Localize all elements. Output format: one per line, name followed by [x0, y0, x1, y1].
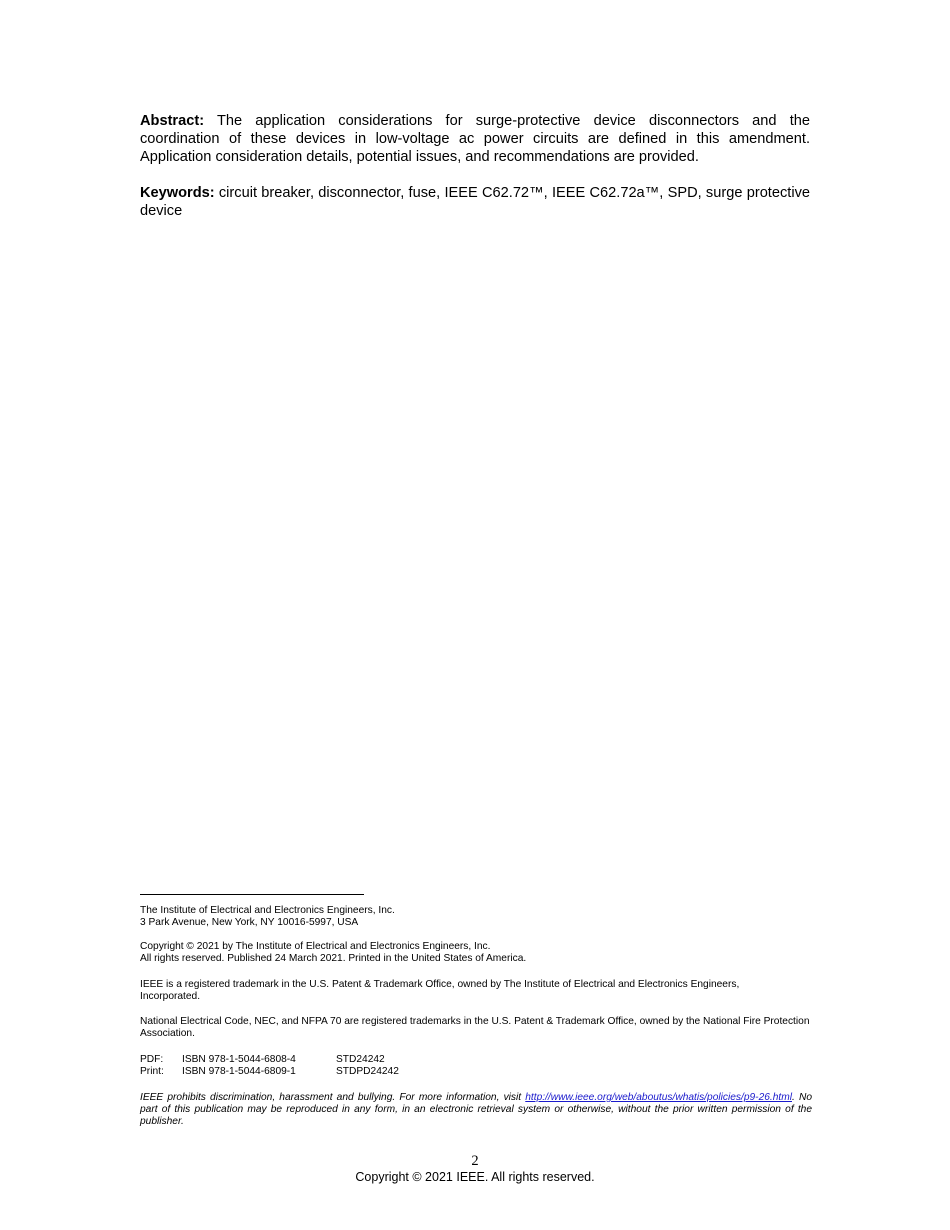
nec-trademark-notice: National Electrical Code, NEC, and NFPA 70 are registered trademarks in the U.S. Patent & Trademark Office, owned by the National Fire Protection Association.: [140, 1016, 810, 1039]
page-number: 2: [471, 1153, 479, 1169]
std-number: STD24242: [336, 1054, 385, 1065]
publisher-name: The Institute of Electrical and Electronics Engineers, Inc.: [140, 905, 395, 916]
policy-link[interactable]: http://www.ieee.org/web/aboutus/whatis/policies/p9-26.html: [525, 1092, 792, 1103]
publisher-block: [140, 905, 812, 929]
copyright-line-1: Copyright © 2021 by The Institute of Electrical and Electronics Engineers, Inc.: [140, 941, 491, 952]
policy-notice: [140, 1092, 812, 1128]
abstract-paragraph: [140, 112, 810, 166]
keywords-label: Keywords:: [140, 185, 215, 201]
footnote-divider: [140, 894, 364, 895]
isbn-table: [140, 1054, 399, 1078]
isbn-number: ISBN 978-1-5044-6808-4: [182, 1054, 296, 1065]
isbn-number: ISBN 978-1-5044-6809-1: [182, 1066, 296, 1077]
copyright-block: [140, 941, 812, 965]
isbn-row-pdf: [140, 1054, 399, 1066]
ieee-trademark-notice: IEEE is a registered trademark in the U.S. Patent & Trademark Office, owned by The Institute of Electrical and Electronics Engineers, Incorporated.: [140, 979, 740, 1002]
abstract-label: Abstract:: [140, 113, 205, 129]
footer-copyright: Copyright © 2021 IEEE. All rights reserved.: [355, 1170, 595, 1184]
keywords-paragraph: [140, 184, 810, 220]
isbn-format: PDF:: [140, 1054, 164, 1065]
notice-prefix: IEEE prohibits discrimination, harassment and bullying. For more information, visit: [140, 1092, 526, 1103]
abstract-text: The application considerations for surge-protective device disconnectors and the coordination of these devices in low-voltage ac power circuits are defined in this amendment. Application consideration details, potential issues, and recommendations are provided.: [140, 113, 810, 165]
isbn-row-print: [140, 1066, 399, 1078]
std-number: STDPD24242: [336, 1066, 399, 1077]
keywords-text: circuit breaker, disconnector, fuse, IEEE C62.72™, IEEE C62.72a™, SPD, surge protective device: [140, 185, 810, 219]
notice-suffix: . No part of this publication may be reproduced in any form, in an electronic retrieval system or otherwise, without the prior written permission of the publisher.: [140, 1092, 812, 1127]
publisher-address: 3 Park Avenue, New York, NY 10016-5997, USA: [140, 917, 359, 928]
isbn-format: Print:: [140, 1066, 164, 1077]
copyright-line-2: All rights reserved. Published 24 March 2021. Printed in the United States of America.: [140, 953, 527, 964]
